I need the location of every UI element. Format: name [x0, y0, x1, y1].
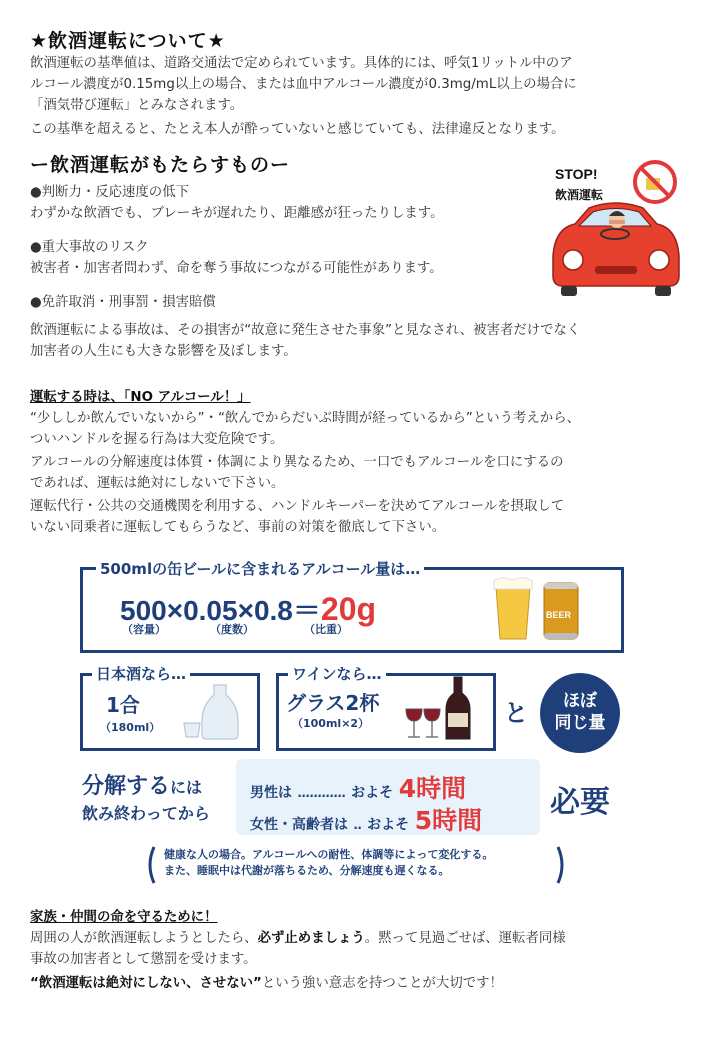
intro-line-3: 「酒気帯び運転」とみなされます。	[30, 98, 244, 113]
women-label: 女性・高齢者は	[250, 817, 348, 833]
wine-icon	[402, 675, 482, 743]
men-dots: …………	[297, 786, 346, 800]
men-label: 男性は	[250, 785, 292, 801]
bullet-head-judgment: ●判断力・反応速度の低下	[30, 185, 189, 200]
bullet-head-penalty: ●免許取消・刑事罰・損害賠償	[30, 295, 216, 310]
section-title-about: ★飲酒運転について★	[30, 30, 226, 52]
no-alcohol-line-3: アルコールの分解速度は体質・体調により異なるため、一口でもアルコールを口にするの	[30, 455, 564, 470]
protect-paragraphs	[30, 928, 700, 994]
sake-box-title: 日本酒なら…	[92, 663, 190, 684]
required-text: 必要	[550, 785, 610, 820]
penalty-line-1: 飲酒運転による事故は、その損害が“故意に発生させた事象”と見なされ、被害者だけでなく	[30, 323, 581, 338]
stop-text: STOP!	[555, 166, 598, 182]
men-row	[250, 769, 466, 805]
protect-text-a: 周囲の人が飲酒運転しようとしたら、	[30, 931, 258, 946]
equals-sign: ＝	[292, 595, 321, 626]
sake-amount: 1合	[106, 693, 140, 717]
note-line-2: また、睡眠中は代謝が落ちるため、分解速度も遅くなる。	[164, 864, 450, 877]
wine-box-title: ワインなら…	[288, 663, 386, 684]
consequences-list	[30, 182, 560, 313]
label-strength: （度数）	[210, 623, 254, 636]
section-title-no-alcohol: 運転する時は、「NO アルコール！」	[30, 390, 251, 405]
times-sign-2: ×	[237, 595, 254, 626]
women-row	[250, 801, 482, 837]
formula-result: 20g	[320, 591, 377, 627]
protect-line-2: 事故の加害者として懲罰を受けます。	[30, 952, 257, 967]
no-alcohol-line-2: ついハンドルを握る行為は大変危険です。	[30, 432, 284, 447]
sake-bottle-icon	[180, 683, 246, 741]
label-volume: （容量）	[122, 623, 166, 636]
slogan: “飲酒運転は絶対にしない、させない”	[30, 976, 262, 991]
note-line-1: 健康な人の場合。アルコールへの耐性、体調等によって変化する。	[164, 848, 494, 861]
intro-paragraph	[30, 53, 700, 140]
protect-emphasis: 必ず止めましょう	[257, 931, 365, 946]
alcohol-infographic	[80, 555, 640, 885]
and-text: と	[504, 699, 528, 727]
illustration-label: 飲酒運転	[555, 188, 604, 202]
beer-icon	[490, 577, 600, 643]
section-title-protect: 家族・仲間の命を守るために！	[30, 910, 218, 925]
bullet-head-risk: ●重大事故のリスク	[30, 240, 149, 255]
intro-line-2: ルコール濃度が0.15mg以上の場合、または血中アルコール濃度が0.3mg/mL以上の場合に	[30, 77, 577, 92]
infographic-note	[164, 847, 493, 879]
intro-line-1: 飲酒運転の基準値は、道路交通法で定められています。具体的には、呼気1リットル中のア	[30, 56, 573, 71]
slogan-rest: という強い意志を持つことが大切です！	[261, 976, 503, 991]
times-sign-1: ×	[166, 595, 184, 626]
penalty-line-2: 加害者の人生にも大きな影響を及ぼします。	[30, 344, 297, 359]
wine-ml: （100ml×2）	[292, 717, 370, 730]
men-approx: およそ	[351, 785, 394, 801]
label-gravity: （比重）	[304, 623, 348, 636]
no-alcohol-line-1: “少ししか飲んでいないから”・“飲んでからだいぶ時間が経っているから”という考えから、	[30, 411, 580, 426]
same-amount-line-1: ほぼ	[563, 691, 597, 711]
intro-line-4: この基準を超えると、たとえ本人が酔っていないと感じていても、法律違反となります。	[30, 122, 565, 137]
women-hours: 5時間	[414, 806, 483, 835]
no-alcohol-paragraphs	[30, 408, 700, 538]
protect-line-3	[30, 973, 700, 994]
car-icon	[545, 158, 685, 300]
same-amount-badge	[540, 673, 620, 753]
decomposition-label	[82, 769, 202, 800]
same-amount-line-2: 同じ量	[554, 713, 606, 733]
wine-amount: グラス2杯	[286, 691, 380, 715]
formula-volume: 500	[120, 595, 167, 626]
beer-box-title: 500mlの缶ビールに含まれるアルコール量は…	[96, 558, 424, 579]
section-title-consequences: ー飲酒運転がもたらすものー	[30, 154, 291, 176]
no-alcohol-line-6: いない同乗者に運転してもらうなど、事前の対策を徹底して下さい。	[30, 520, 446, 535]
decomposition-big: 分解する	[82, 774, 171, 799]
protect-text-b: 。黙って見過ごせば、運転者同様	[364, 931, 566, 946]
stop-drunk-driving-illustration	[545, 158, 685, 300]
women-approx: およそ	[367, 817, 410, 833]
women-dots: ‥	[353, 818, 362, 832]
protect-line-1	[30, 928, 700, 949]
bullet-text-judgment: わずかな飲酒でも、ブレーキが遅れたり、距離感が狂ったりします。	[30, 206, 444, 221]
beer-can-label: BEER	[546, 610, 572, 620]
men-hours: 4時間	[398, 774, 467, 803]
formula-strength: 0.05	[183, 595, 238, 626]
formula-gravity: 0.8	[253, 595, 293, 626]
sake-ml: （180ml）	[100, 721, 161, 734]
no-alcohol-line-4: であれば、運転は絶対にしないで下さい。	[30, 476, 285, 491]
decomposition-small: には	[170, 778, 203, 797]
penalty-paragraph	[30, 320, 700, 362]
no-alcohol-line-5: 運転代行・公共の交通機関を利用する、ハンドルキーパーを決めてアルコールを摂取して	[30, 499, 565, 514]
bullet-text-risk: 被害者・加害者問わず、命を奪う事故につながる可能性があります。	[30, 261, 443, 276]
after-drinking-text: 飲み終わってから	[82, 804, 210, 823]
